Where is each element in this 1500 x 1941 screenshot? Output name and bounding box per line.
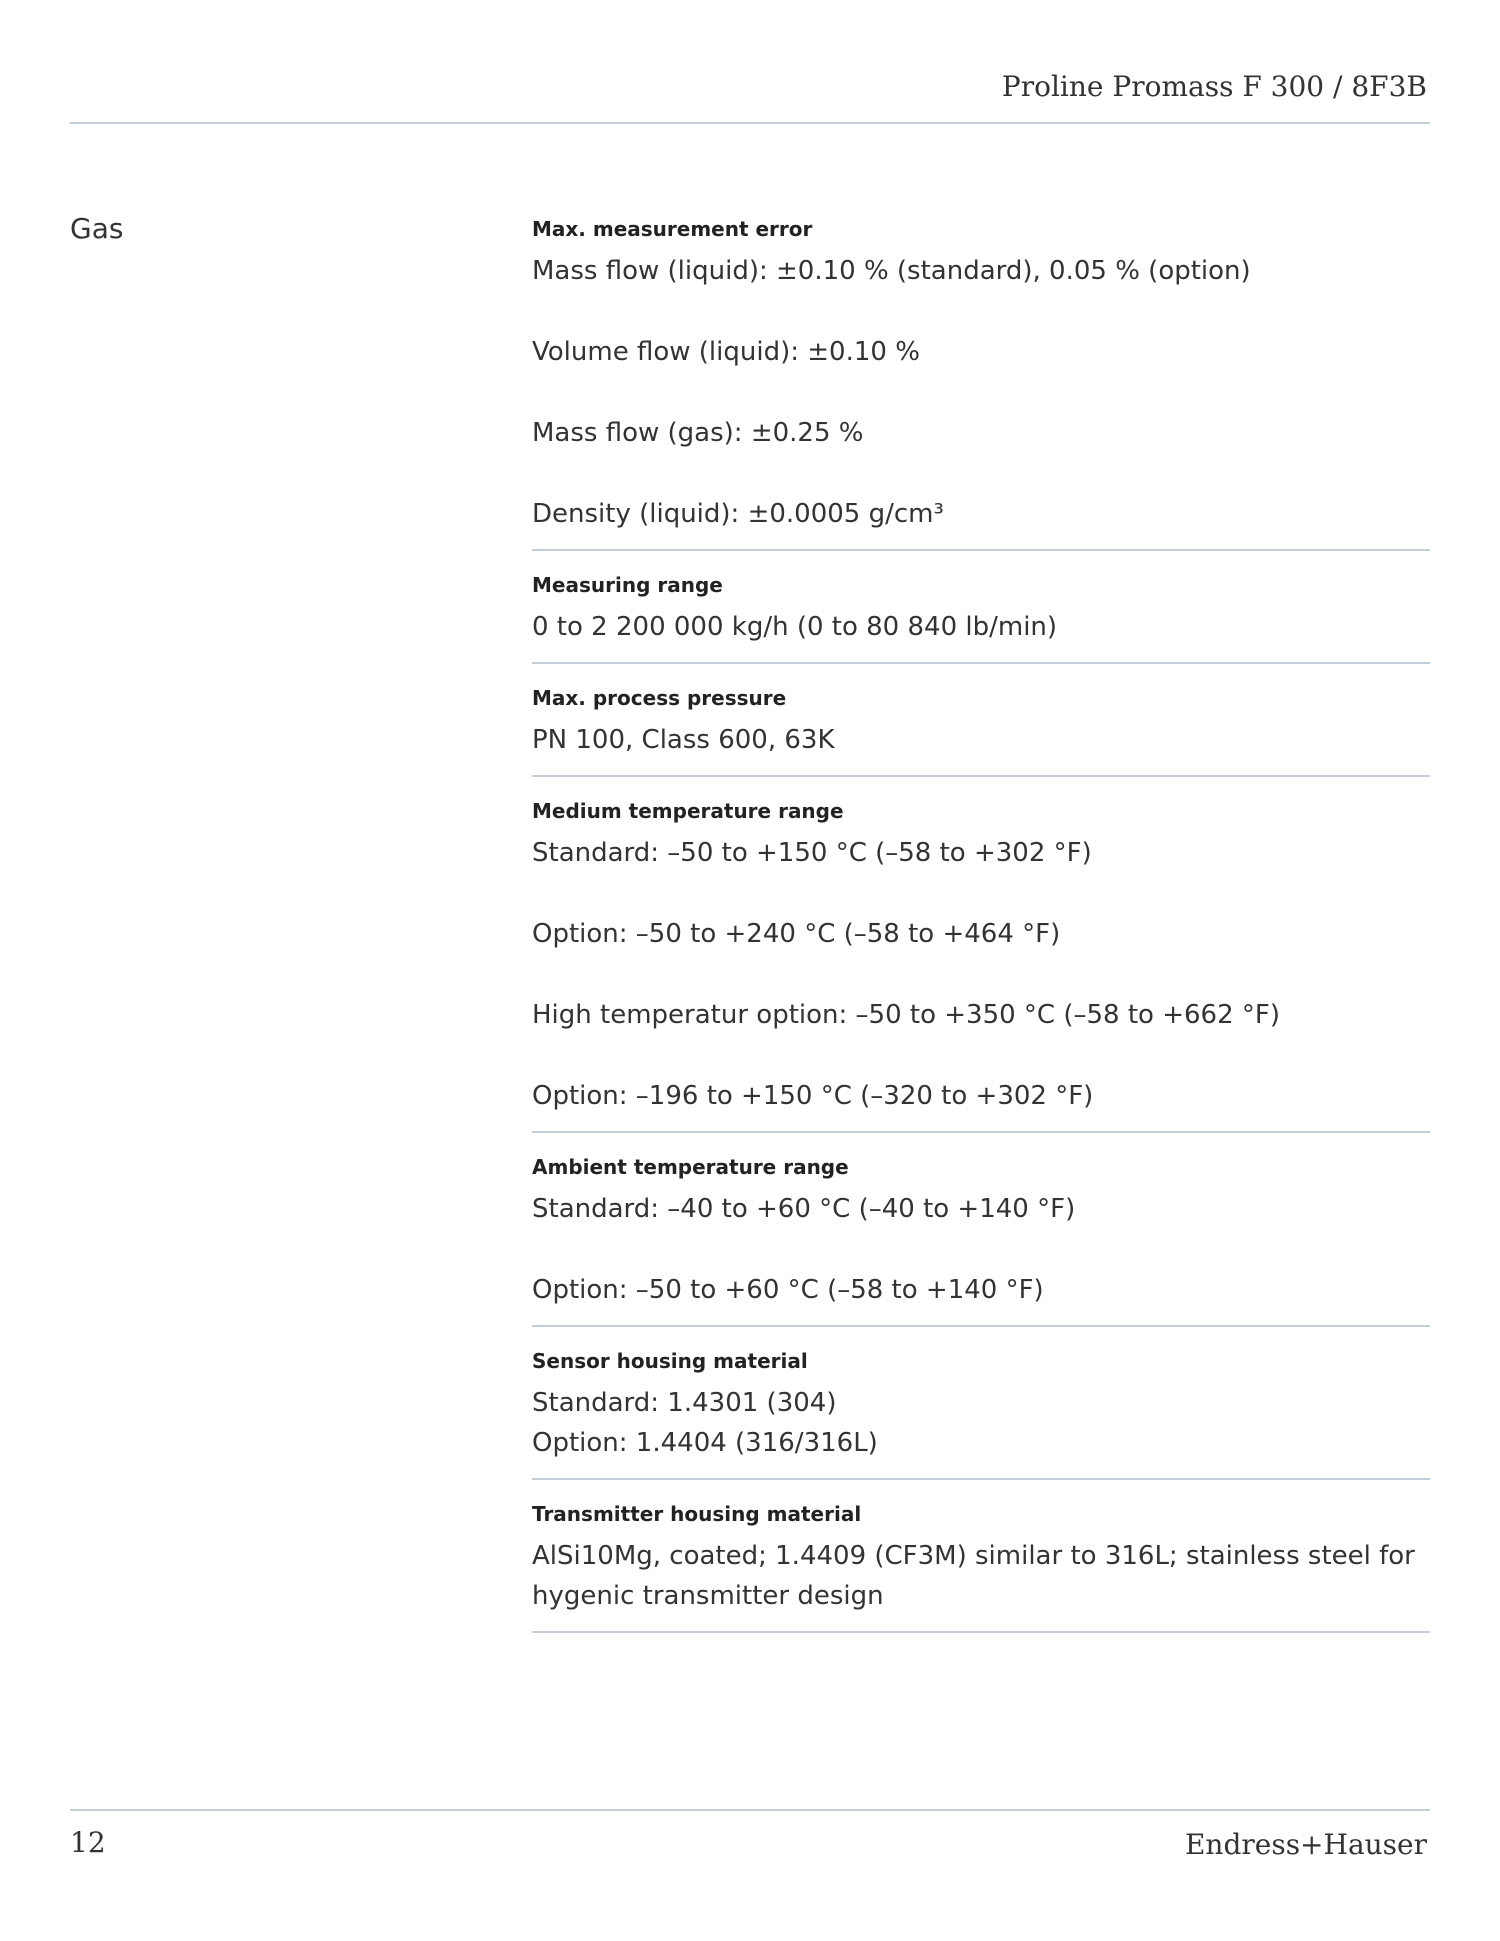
- spec-value: PN 100, Class 600, 63K: [532, 725, 835, 755]
- spec-value: 0 to 2 200 000 kg/h (0 to 80 840 lb/min): [532, 612, 1058, 642]
- spec-title: Sensor housing material: [532, 1349, 808, 1373]
- spec-ambient-temperature-range: [532, 1133, 1430, 1327]
- spec-value: Standard: –40 to +60 °C (–40 to +140 °F): [532, 1194, 1076, 1224]
- spec-max-measurement-error: [532, 212, 1430, 551]
- spec-value: Option: –50 to +60 °C (–58 to +140 °F): [532, 1275, 1044, 1305]
- spec-measuring-range: [532, 551, 1430, 664]
- spec-title: Transmitter housing material: [532, 1502, 862, 1526]
- document-header-title: Proline Promass F 300 / 8F3B: [1001, 70, 1427, 103]
- spec-transmitter-housing-material: [532, 1480, 1430, 1633]
- spec-max-process-pressure: [532, 664, 1430, 777]
- spec-value: High temperatur option: –50 to +350 °C (–58 to +662 °F): [532, 1000, 1280, 1030]
- brand-name: Endress+Hauser: [1184, 1828, 1427, 1861]
- spec-value: Mass flow (gas): ±0.25 %: [532, 418, 864, 448]
- spec-title: Measuring range: [532, 573, 723, 597]
- spec-value: Option: –50 to +240 °C (–58 to +464 °F): [532, 919, 1061, 949]
- spec-medium-temperature-range: [532, 777, 1430, 1133]
- spec-title: Max. measurement error: [532, 217, 813, 241]
- footer-divider: [70, 1809, 1430, 1811]
- spec-value: Mass flow (liquid): ±0.10 % (standard), 0.05 % (option): [532, 256, 1251, 286]
- spec-title: Max. process pressure: [532, 686, 787, 710]
- spec-value: Density (liquid): ±0.0005 g/cm³: [532, 499, 944, 529]
- spec-value: Standard: 1.4301 (304): [532, 1388, 837, 1418]
- spec-value: AlSi10Mg, coated; 1.4409 (CF3M) similar to 316L; stainless steel for hygenic transmitter design: [532, 1541, 1415, 1611]
- spec-value: Volume flow (liquid): ±0.10 %: [532, 337, 920, 367]
- section-label: Gas: [70, 212, 124, 245]
- header-divider: [70, 122, 1430, 124]
- spec-value: Option: 1.4404 (316/316L): [532, 1428, 878, 1458]
- page-number: 12: [70, 1826, 106, 1859]
- spec-title: Medium temperature range: [532, 799, 844, 823]
- spec-value: Standard: –50 to +150 °C (–58 to +302 °F): [532, 838, 1092, 868]
- spec-value: Option: –196 to +150 °C (–320 to +302 °F): [532, 1081, 1094, 1111]
- spec-sensor-housing-material: [532, 1327, 1430, 1480]
- spec-table: [532, 212, 1430, 1633]
- spec-title: Ambient temperature range: [532, 1155, 849, 1179]
